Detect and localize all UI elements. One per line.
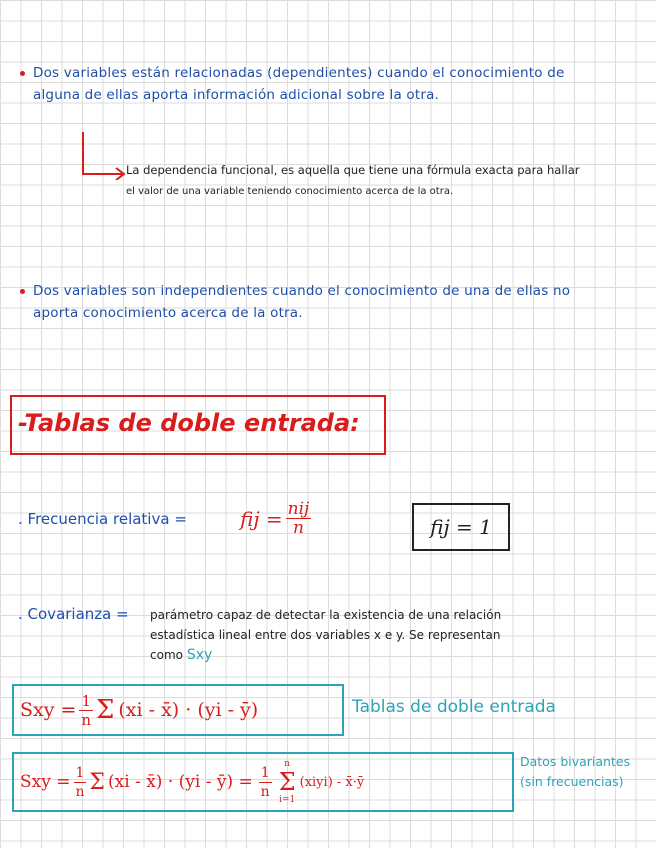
fraction [74,764,87,801]
paragraph-line [20,62,630,84]
numerator: 1 [75,764,85,781]
note-line: (sin frecuencias) [520,774,624,789]
fraction [286,500,312,537]
formula-body: (xiyi) - x̄·ȳ [299,774,365,790]
covariance-formula-1 [20,690,258,730]
covariance-formula-box-2 [12,752,514,812]
formula-lhs: Sxy = [20,772,71,792]
numerator: 1 [81,691,91,710]
bullet-icon [20,71,25,76]
bullet-icon [20,289,25,294]
denominator: n [260,783,270,800]
frequency-sum-box [412,503,510,551]
covariance-formula-box-1 [12,684,344,736]
paragraph-line: aporta conocimiento acerca de la otra. [33,305,303,321]
formula-note-2 [520,752,630,792]
relative-frequency-formula [240,500,314,537]
sum-lower-limit: i=1 [279,795,296,805]
text-line: Dos variables están relacionadas (dependientes) cuando el conocimiento de [33,65,565,81]
covariance-definition [150,605,640,665]
fraction [79,692,93,729]
numerator: nij [287,499,310,519]
paragraph-dependent [20,62,630,106]
frequency-sum: fij = 1 [430,515,492,539]
denominator: n [81,710,92,729]
definition-line: estadística lineal entre dos variables x e y. Se representan [150,628,501,642]
sum-upper-limit: n [284,759,291,769]
arrow-icon [80,130,130,180]
formula-note-1: Tablas de doble entrada [352,697,556,717]
text-line: Dos variables son independientes cuando el conocimiento de una de ellas no [33,283,571,299]
paragraph-functional [126,160,646,202]
paragraph-line: el valor de una variable teniendo conocimiento acerca de la otra. [126,186,454,197]
formula-body: (xi - x̄) · (yi - ȳ) = [107,772,253,792]
covariance-formula-2 [20,760,364,804]
definition-line [150,645,640,665]
section-heading: -Tablas de doble entrada: [18,409,360,437]
sigma-symbol: Σ [89,769,105,795]
relative-frequency-label: . Frecuencia relativa = [18,510,187,528]
denominator: n [75,783,85,800]
sigma-symbol: Σ [278,768,296,796]
definition-text: como [150,648,183,662]
sigma-symbol: Σ [95,695,115,725]
formula-lhs: fij = [240,506,283,531]
section-heading-box [10,395,386,455]
covariance-symbol: Sxy [186,647,213,663]
covariance-label: . Covarianza = [18,605,129,623]
note-line: Datos bivariantes [520,754,631,769]
formula-body: (xi - x̄) · (yi - ȳ) [118,699,259,721]
summation [279,758,296,806]
formula-lhs: Sxy = [20,699,77,721]
numerator: 1 [260,764,270,781]
fraction [259,764,272,801]
definition-line: parámetro capaz de detectar la existencia de una relación [150,608,502,622]
denominator: n [293,518,304,538]
paragraph-independent [20,280,640,324]
paragraph-line: La dependencia funcional, es aquella que tiene una fórmula exacta para hallar [126,163,580,177]
paragraph-line [20,280,640,302]
paragraph-line: alguna de ellas aporta información adicional sobre la otra. [33,87,440,103]
